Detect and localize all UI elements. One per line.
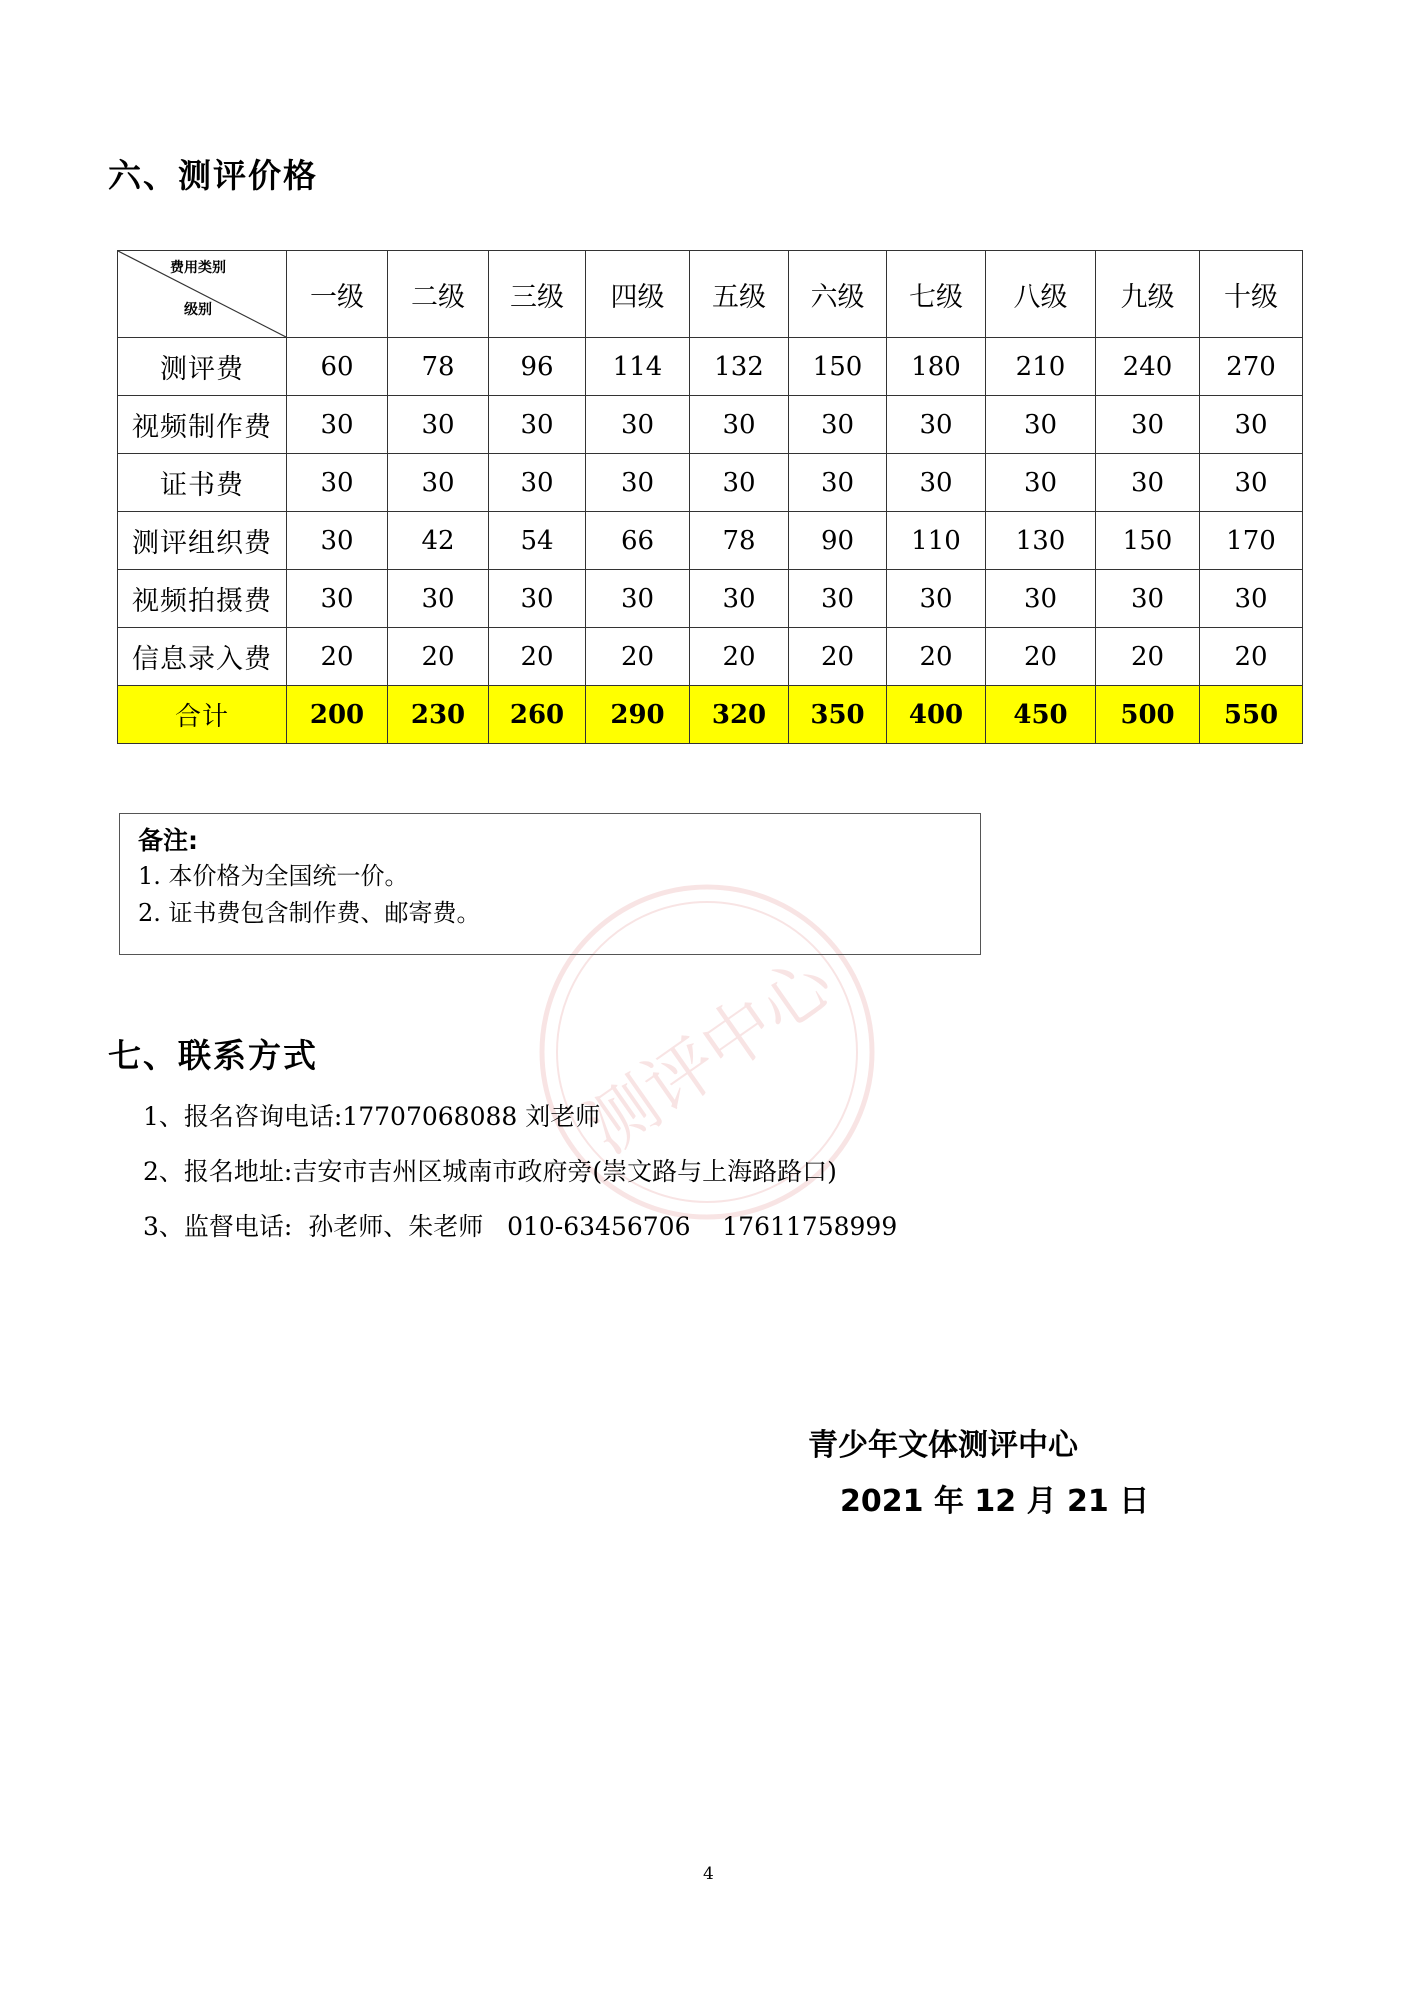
total-cell: 260 [489, 686, 586, 744]
level-header: 七级 [887, 251, 986, 338]
table-cell: 96 [489, 338, 586, 396]
total-label: 合计 [118, 686, 287, 744]
table-cell: 30 [388, 454, 489, 512]
level-header: 十级 [1200, 251, 1303, 338]
table-cell: 30 [287, 512, 388, 570]
table-cell: 30 [789, 454, 887, 512]
table-cell: 30 [1200, 396, 1303, 454]
total-cell: 450 [986, 686, 1096, 744]
table-cell: 210 [986, 338, 1096, 396]
table-cell: 20 [789, 628, 887, 686]
table-row [118, 628, 1303, 686]
corner-fee-category-label: 费用类别 [170, 260, 226, 276]
table-cell: 30 [690, 454, 789, 512]
section-seven-title: 七、联系方式 [108, 1036, 318, 1075]
row-label: 证书费 [118, 454, 287, 512]
row-label: 信息录入费 [118, 628, 287, 686]
total-cell: 320 [690, 686, 789, 744]
table-cell: 30 [690, 570, 789, 628]
table-cell: 30 [986, 570, 1096, 628]
section-six-title: 六、测评价格 [108, 156, 318, 195]
price-table [117, 250, 1303, 744]
table-cell: 30 [287, 396, 388, 454]
table-cell: 30 [1200, 570, 1303, 628]
table-row [118, 454, 1303, 512]
table-cell: 270 [1200, 338, 1303, 396]
total-cell: 550 [1200, 686, 1303, 744]
table-row [118, 570, 1303, 628]
row-label: 视频制作费 [118, 396, 287, 454]
level-header: 八级 [986, 251, 1096, 338]
contact-address-line: 2、报名地址:吉安市吉州区城南市政府旁(崇文路与上海路路口) [143, 1157, 837, 1186]
contact-supervision-line: 3、监督电话: 孙老师、朱老师 010-63456706 17611758999 [143, 1212, 898, 1241]
total-cell: 200 [287, 686, 388, 744]
table-cell: 30 [1096, 570, 1200, 628]
table-cell: 132 [690, 338, 789, 396]
table-cell: 30 [586, 454, 690, 512]
table-cell: 30 [887, 396, 986, 454]
level-header: 一级 [287, 251, 388, 338]
table-cell: 20 [489, 628, 586, 686]
table-cell: 20 [887, 628, 986, 686]
table-cell: 20 [388, 628, 489, 686]
table-cell: 20 [986, 628, 1096, 686]
table-cell: 54 [489, 512, 586, 570]
level-header: 九级 [1096, 251, 1200, 338]
level-header: 三级 [489, 251, 586, 338]
table-cell: 30 [690, 396, 789, 454]
table-cell: 180 [887, 338, 986, 396]
table-cell: 42 [388, 512, 489, 570]
total-row [118, 686, 1303, 744]
signature-org: 青少年文体测评中心 [808, 1428, 1078, 1463]
table-cell: 30 [887, 570, 986, 628]
table-cell: 30 [1096, 454, 1200, 512]
table-cell: 20 [1200, 628, 1303, 686]
table-row [118, 512, 1303, 570]
table-cell: 78 [388, 338, 489, 396]
table-cell: 30 [489, 396, 586, 454]
level-header: 四级 [586, 251, 690, 338]
table-cell: 60 [287, 338, 388, 396]
table-cell: 30 [789, 396, 887, 454]
table-cell: 20 [1096, 628, 1200, 686]
watermark-text: 测评中心 [571, 941, 848, 1170]
table-cell: 30 [287, 570, 388, 628]
total-cell: 400 [887, 686, 986, 744]
table-cell: 20 [586, 628, 690, 686]
corner-header-cell [118, 251, 287, 338]
signature-date: 2021 年 12 月 21 日 [840, 1484, 1150, 1519]
corner-level-label: 级别 [184, 302, 212, 318]
table-cell: 30 [887, 454, 986, 512]
table-cell: 114 [586, 338, 690, 396]
notes-box [119, 813, 981, 955]
row-label: 测评费 [118, 338, 287, 396]
table-cell: 78 [690, 512, 789, 570]
level-header: 五级 [690, 251, 789, 338]
table-cell: 130 [986, 512, 1096, 570]
table-cell: 30 [489, 454, 586, 512]
table-cell: 20 [690, 628, 789, 686]
table-cell: 30 [586, 570, 690, 628]
total-cell: 290 [586, 686, 690, 744]
contact-phone-line: 1、报名咨询电话:17707068088 刘老师 [143, 1102, 601, 1131]
table-cell: 110 [887, 512, 986, 570]
table-cell: 30 [388, 396, 489, 454]
level-header: 二级 [388, 251, 489, 338]
row-label: 测评组织费 [118, 512, 287, 570]
table-cell: 30 [1200, 454, 1303, 512]
table-cell: 30 [489, 570, 586, 628]
table-cell: 30 [586, 396, 690, 454]
table-cell: 30 [986, 454, 1096, 512]
table-cell: 90 [789, 512, 887, 570]
table-cell: 240 [1096, 338, 1200, 396]
table-cell: 30 [986, 396, 1096, 454]
table-cell: 150 [789, 338, 887, 396]
total-cell: 500 [1096, 686, 1200, 744]
table-cell: 150 [1096, 512, 1200, 570]
total-cell: 350 [789, 686, 887, 744]
table-header-row [118, 251, 1303, 338]
notes-line: 1. 本价格为全国统一价。 [138, 862, 409, 890]
table-cell: 30 [1096, 396, 1200, 454]
row-label: 视频拍摄费 [118, 570, 287, 628]
notes-line: 2. 证书费包含制作费、邮寄费。 [138, 899, 481, 927]
table-row [118, 338, 1303, 396]
table-cell: 66 [586, 512, 690, 570]
level-header: 六级 [789, 251, 887, 338]
table-cell: 30 [287, 454, 388, 512]
table-cell: 30 [388, 570, 489, 628]
table-cell: 30 [789, 570, 887, 628]
table-cell: 170 [1200, 512, 1303, 570]
table-row [118, 396, 1303, 454]
total-cell: 230 [388, 686, 489, 744]
page-number: 4 [703, 1864, 714, 1884]
notes-title: 备注: [138, 826, 198, 855]
table-cell: 20 [287, 628, 388, 686]
